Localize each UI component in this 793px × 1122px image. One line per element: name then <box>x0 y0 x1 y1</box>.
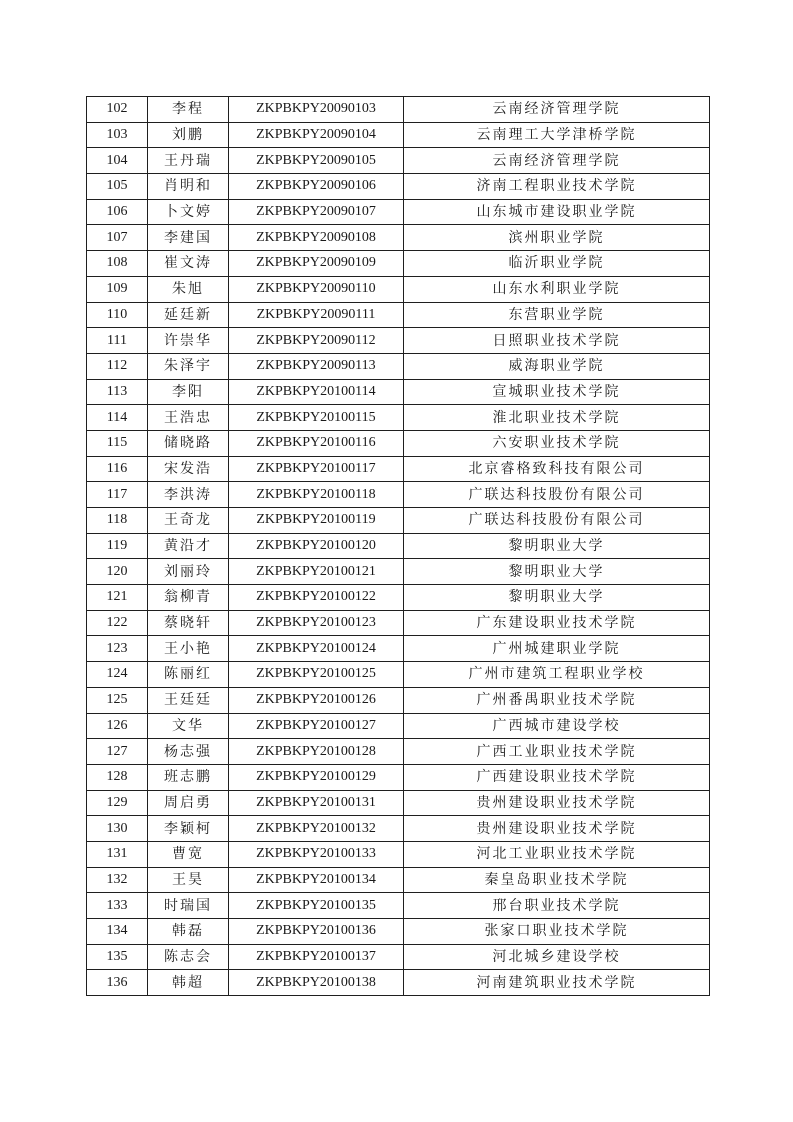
table-row <box>87 790 710 816</box>
table-row <box>87 302 710 328</box>
table-row <box>87 841 710 867</box>
certificate-code-cell: ZKPBKPY20090106 <box>229 174 404 200</box>
certificate-code-cell: ZKPBKPY20100133 <box>229 841 404 867</box>
organization-cell: 山东水利职业学院 <box>404 276 710 302</box>
certificate-code-cell: ZKPBKPY20100116 <box>229 430 404 456</box>
person-name-cell: 文华 <box>148 713 229 739</box>
table-row <box>87 816 710 842</box>
table-row <box>87 405 710 431</box>
person-name-cell: 延廷新 <box>148 302 229 328</box>
person-name-cell: 朱旭 <box>148 276 229 302</box>
certificate-code-cell: ZKPBKPY20100123 <box>229 610 404 636</box>
row-number-cell: 133 <box>87 893 148 919</box>
organization-cell: 广州番禺职业技术学院 <box>404 687 710 713</box>
table-row <box>87 199 710 225</box>
row-number-cell: 106 <box>87 199 148 225</box>
table-row <box>87 379 710 405</box>
table-row <box>87 482 710 508</box>
organization-cell: 邢台职业技术学院 <box>404 893 710 919</box>
person-name-cell: 宋发浩 <box>148 456 229 482</box>
person-name-cell: 王丹瑞 <box>148 148 229 174</box>
table-row <box>87 739 710 765</box>
table-row <box>87 225 710 251</box>
row-number-cell: 134 <box>87 919 148 945</box>
certificate-code-cell: ZKPBKPY20090110 <box>229 276 404 302</box>
table-row <box>87 430 710 456</box>
row-number-cell: 119 <box>87 533 148 559</box>
person-name-cell: 李阳 <box>148 379 229 405</box>
certificate-code-cell: ZKPBKPY20100128 <box>229 739 404 765</box>
table-row <box>87 97 710 123</box>
certificate-code-cell: ZKPBKPY20100138 <box>229 970 404 996</box>
certificate-code-cell: ZKPBKPY20100119 <box>229 508 404 534</box>
organization-cell: 张家口职业技术学院 <box>404 919 710 945</box>
certificate-code-cell: ZKPBKPY20100126 <box>229 687 404 713</box>
person-name-cell: 卜文婷 <box>148 199 229 225</box>
row-number-cell: 131 <box>87 841 148 867</box>
row-number-cell: 103 <box>87 122 148 148</box>
row-number-cell: 118 <box>87 508 148 534</box>
table-row <box>87 559 710 585</box>
certificate-code-cell: ZKPBKPY20100131 <box>229 790 404 816</box>
organization-cell: 黎明职业大学 <box>404 533 710 559</box>
person-name-cell: 刘鹏 <box>148 122 229 148</box>
organization-cell: 河北城乡建设学校 <box>404 944 710 970</box>
organization-cell: 东营职业学院 <box>404 302 710 328</box>
table-row <box>87 174 710 200</box>
row-number-cell: 111 <box>87 328 148 354</box>
table-row <box>87 970 710 996</box>
organization-cell: 云南经济管理学院 <box>404 97 710 123</box>
organization-cell: 黎明职业大学 <box>404 585 710 611</box>
organization-cell: 广联达科技股份有限公司 <box>404 508 710 534</box>
table-row <box>87 662 710 688</box>
organization-cell: 北京睿格致科技有限公司 <box>404 456 710 482</box>
organization-cell: 日照职业技术学院 <box>404 328 710 354</box>
certificate-code-cell: ZKPBKPY20100117 <box>229 456 404 482</box>
certificate-code-cell: ZKPBKPY20100127 <box>229 713 404 739</box>
certificate-code-cell: ZKPBKPY20100129 <box>229 764 404 790</box>
row-number-cell: 127 <box>87 739 148 765</box>
table-row <box>87 148 710 174</box>
row-number-cell: 126 <box>87 713 148 739</box>
row-number-cell: 132 <box>87 867 148 893</box>
person-name-cell: 韩磊 <box>148 919 229 945</box>
person-name-cell: 杨志强 <box>148 739 229 765</box>
organization-cell: 广州市建筑工程职业学校 <box>404 662 710 688</box>
certificate-code-cell: ZKPBKPY20090105 <box>229 148 404 174</box>
certificate-code-cell: ZKPBKPY20100134 <box>229 867 404 893</box>
person-name-cell: 蔡晓轩 <box>148 610 229 636</box>
certificate-code-cell: ZKPBKPY20090103 <box>229 97 404 123</box>
table-row <box>87 687 710 713</box>
row-number-cell: 124 <box>87 662 148 688</box>
person-name-cell: 李洪涛 <box>148 482 229 508</box>
organization-cell: 六安职业技术学院 <box>404 430 710 456</box>
person-name-cell: 许崇华 <box>148 328 229 354</box>
person-name-cell: 陈丽红 <box>148 662 229 688</box>
organization-cell: 广州城建职业学院 <box>404 636 710 662</box>
table-row <box>87 944 710 970</box>
person-name-cell: 王浩忠 <box>148 405 229 431</box>
table-row <box>87 276 710 302</box>
certificate-code-cell: ZKPBKPY20090112 <box>229 328 404 354</box>
organization-cell: 临沂职业学院 <box>404 251 710 277</box>
row-number-cell: 110 <box>87 302 148 328</box>
row-number-cell: 104 <box>87 148 148 174</box>
organization-cell: 广西建设职业技术学院 <box>404 764 710 790</box>
table-row <box>87 353 710 379</box>
row-number-cell: 112 <box>87 353 148 379</box>
table-row <box>87 713 710 739</box>
person-name-cell: 曹宽 <box>148 841 229 867</box>
row-number-cell: 117 <box>87 482 148 508</box>
table-row <box>87 508 710 534</box>
person-name-cell: 朱泽宇 <box>148 353 229 379</box>
person-name-cell: 王昊 <box>148 867 229 893</box>
organization-cell: 宣城职业技术学院 <box>404 379 710 405</box>
person-name-cell: 李程 <box>148 97 229 123</box>
person-name-cell: 李建国 <box>148 225 229 251</box>
organization-cell: 河南建筑职业技术学院 <box>404 970 710 996</box>
person-name-cell: 刘丽玲 <box>148 559 229 585</box>
person-name-cell: 翁柳青 <box>148 585 229 611</box>
row-number-cell: 102 <box>87 97 148 123</box>
row-number-cell: 107 <box>87 225 148 251</box>
table-row <box>87 893 710 919</box>
certificate-code-cell: ZKPBKPY20090108 <box>229 225 404 251</box>
row-number-cell: 114 <box>87 405 148 431</box>
certificate-code-cell: ZKPBKPY20090111 <box>229 302 404 328</box>
person-name-cell: 王奇龙 <box>148 508 229 534</box>
certificate-code-cell: ZKPBKPY20100124 <box>229 636 404 662</box>
organization-cell: 山东城市建设职业学院 <box>404 199 710 225</box>
table-row <box>87 919 710 945</box>
person-name-cell: 肖明和 <box>148 174 229 200</box>
table-row <box>87 867 710 893</box>
organization-cell: 广西城市建设学校 <box>404 713 710 739</box>
row-number-cell: 129 <box>87 790 148 816</box>
person-name-cell: 黄沿才 <box>148 533 229 559</box>
organization-cell: 广西工业职业技术学院 <box>404 739 710 765</box>
table-row <box>87 610 710 636</box>
person-name-cell: 李颖柯 <box>148 816 229 842</box>
table-row <box>87 251 710 277</box>
person-name-cell: 王小艳 <box>148 636 229 662</box>
row-number-cell: 116 <box>87 456 148 482</box>
table-row <box>87 636 710 662</box>
row-number-cell: 122 <box>87 610 148 636</box>
row-number-cell: 125 <box>87 687 148 713</box>
row-number-cell: 115 <box>87 430 148 456</box>
organization-cell: 河北工业职业技术学院 <box>404 841 710 867</box>
row-number-cell: 135 <box>87 944 148 970</box>
row-number-cell: 105 <box>87 174 148 200</box>
person-name-cell: 周启勇 <box>148 790 229 816</box>
person-name-cell: 崔文涛 <box>148 251 229 277</box>
certificate-code-cell: ZKPBKPY20090109 <box>229 251 404 277</box>
row-number-cell: 121 <box>87 585 148 611</box>
organization-cell: 淮北职业技术学院 <box>404 405 710 431</box>
organization-cell: 威海职业学院 <box>404 353 710 379</box>
certificate-roster-table <box>86 96 710 996</box>
certificate-code-cell: ZKPBKPY20100122 <box>229 585 404 611</box>
organization-cell: 云南经济管理学院 <box>404 148 710 174</box>
certificate-code-cell: ZKPBKPY20100115 <box>229 405 404 431</box>
person-name-cell: 王廷廷 <box>148 687 229 713</box>
row-number-cell: 109 <box>87 276 148 302</box>
certificate-code-cell: ZKPBKPY20100125 <box>229 662 404 688</box>
roster-table-body <box>87 97 710 996</box>
certificate-code-cell: ZKPBKPY20100121 <box>229 559 404 585</box>
certificate-code-cell: ZKPBKPY20090104 <box>229 122 404 148</box>
table-row <box>87 585 710 611</box>
person-name-cell: 时瑞国 <box>148 893 229 919</box>
certificate-code-cell: ZKPBKPY20090107 <box>229 199 404 225</box>
organization-cell: 黎明职业大学 <box>404 559 710 585</box>
row-number-cell: 108 <box>87 251 148 277</box>
organization-cell: 贵州建设职业技术学院 <box>404 816 710 842</box>
person-name-cell: 储晓路 <box>148 430 229 456</box>
certificate-code-cell: ZKPBKPY20100118 <box>229 482 404 508</box>
row-number-cell: 130 <box>87 816 148 842</box>
certificate-code-cell: ZKPBKPY20100135 <box>229 893 404 919</box>
certificate-code-cell: ZKPBKPY20100114 <box>229 379 404 405</box>
table-row <box>87 764 710 790</box>
row-number-cell: 120 <box>87 559 148 585</box>
certificate-code-cell: ZKPBKPY20100136 <box>229 919 404 945</box>
row-number-cell: 128 <box>87 764 148 790</box>
person-name-cell: 班志鹏 <box>148 764 229 790</box>
table-row <box>87 122 710 148</box>
organization-cell: 广联达科技股份有限公司 <box>404 482 710 508</box>
organization-cell: 济南工程职业技术学院 <box>404 174 710 200</box>
table-row <box>87 533 710 559</box>
table-row <box>87 328 710 354</box>
row-number-cell: 136 <box>87 970 148 996</box>
row-number-cell: 113 <box>87 379 148 405</box>
organization-cell: 广东建设职业技术学院 <box>404 610 710 636</box>
certificate-code-cell: ZKPBKPY20090113 <box>229 353 404 379</box>
row-number-cell: 123 <box>87 636 148 662</box>
certificate-code-cell: ZKPBKPY20100137 <box>229 944 404 970</box>
organization-cell: 秦皇岛职业技术学院 <box>404 867 710 893</box>
certificate-code-cell: ZKPBKPY20100132 <box>229 816 404 842</box>
table-row <box>87 456 710 482</box>
organization-cell: 滨州职业学院 <box>404 225 710 251</box>
person-name-cell: 韩超 <box>148 970 229 996</box>
person-name-cell: 陈志会 <box>148 944 229 970</box>
organization-cell: 云南理工大学津桥学院 <box>404 122 710 148</box>
certificate-code-cell: ZKPBKPY20100120 <box>229 533 404 559</box>
organization-cell: 贵州建设职业技术学院 <box>404 790 710 816</box>
